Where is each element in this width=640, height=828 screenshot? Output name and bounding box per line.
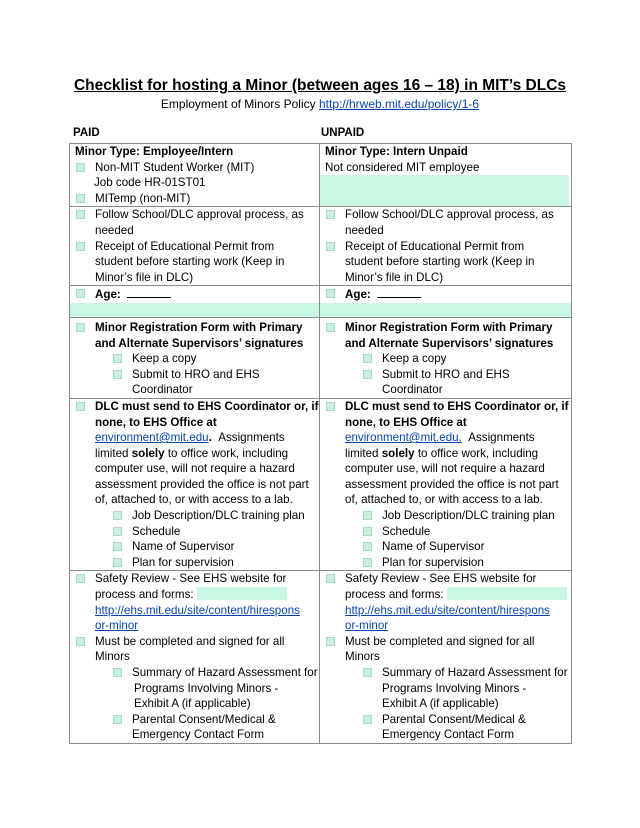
unpaid-dlc-cell: DLC must send to EHS Coordinator or, if none, to EHS Office at environment@mit.edu. Assignments limited solely to office work, including computer use, will not require a hazard assessment provided the office is not part of, attached to, or with access to a lab. Job Description/DLC training plan Schedule Name of Supervisor Plan for supervision (320, 398, 572, 571)
list-item[interactable]: Follow School/DLC approval process, as (320, 207, 571, 223)
unpaid-age-fill[interactable] (320, 303, 571, 317)
checkbox[interactable] (76, 242, 85, 251)
paid-approval-cell: Follow School/DLC approval process, as needed Receipt of Educational Permit from student before starting work (Keep in Minor’s file in DLC) (70, 207, 320, 286)
list-item[interactable]: DLC must send to EHS Coordinator or, if (70, 399, 319, 415)
paid-column-header: PAID (73, 127, 100, 139)
unpaid-fill-area[interactable] (320, 175, 569, 206)
safety-fill[interactable] (447, 587, 567, 600)
age-field[interactable] (127, 286, 171, 298)
checkbox[interactable] (113, 542, 122, 551)
list-item[interactable]: Plan for supervision (70, 555, 319, 571)
paid-safety-cell: Safety Review - See EHS website for process and forms: http://ehs.mit.edu/site/content/hirespons or-minor Must be completed and signed for all Minors Summary of Hazard Assessment for Programs Involving Minors - Exhibit A (if applicable) Parental Consent/Medical & Emergency Contact Form (70, 571, 320, 744)
list-item[interactable]: Minor Registration Form with Primary (320, 320, 571, 336)
policy-label: Employment of Minors Policy (160, 97, 319, 111)
checkbox[interactable] (76, 163, 85, 172)
list-item[interactable]: Parental Consent/Medical & (320, 712, 571, 728)
unpaid-minor-type: Minor Type: Intern Unpaid (325, 145, 468, 158)
checkbox[interactable] (363, 558, 372, 567)
unpaid-not-employee: Not considered MIT employee (325, 160, 480, 174)
list-item[interactable]: Follow School/DLC approval process, as (70, 207, 319, 223)
list-item[interactable]: Job Description/DLC training plan (70, 508, 319, 524)
list-item[interactable]: Minor Registration Form with Primary (70, 320, 319, 336)
checkbox[interactable] (326, 289, 335, 298)
checkbox[interactable] (76, 574, 85, 583)
checkbox[interactable] (326, 402, 335, 411)
checkbox[interactable] (363, 511, 372, 520)
list-item[interactable]: Name of Supervisor (70, 539, 319, 555)
unpaid-approval-cell: Follow School/DLC approval process, as needed Receipt of Educational Permit from student before starting work (Keep in Minor’s file in DLC) (320, 207, 572, 286)
checkbox[interactable] (363, 527, 372, 536)
page-title: Checklist for hosting a Minor (between ages 16 – 18) in MIT’s DLCs (73, 77, 567, 94)
email-link[interactable]: environment@mit.edu (95, 431, 209, 445)
list-item[interactable]: Submit to HRO and EHS (70, 367, 319, 383)
list-item[interactable]: Age: (70, 286, 319, 303)
list-item[interactable]: Age: (320, 286, 571, 303)
safety-fill[interactable] (197, 587, 287, 600)
checkbox[interactable] (76, 402, 85, 411)
checkbox[interactable] (363, 542, 372, 551)
table-row (70, 207, 572, 286)
checkbox[interactable] (113, 370, 122, 379)
table-row (70, 398, 572, 571)
checkbox[interactable] (113, 668, 122, 677)
checkbox[interactable] (363, 668, 372, 677)
list-item[interactable]: Must be completed and signed for all (70, 634, 319, 650)
paid-registration-cell: Minor Registration Form with Primary and Alternate Supervisors’ signatures Keep a copy Submit to HRO and EHS Coordinator (70, 317, 320, 398)
list-item[interactable]: Submit to HRO and EHS (320, 367, 571, 383)
age-label: Age (95, 288, 117, 302)
paid-dlc-cell: DLC must send to EHS Coordinator or, if none, to EHS Office at environment@mit.edu. Assignments limited solely to office work, including computer use, will not require a hazard assessment provided the office is not part of, attached to, or with access to a lab. Job Description/DLC training plan Schedule Name of Supervisor Plan for supervision (70, 398, 320, 571)
unpaid-safety-cell: Safety Review - See EHS website for process and forms: http://ehs.mit.edu/site/content/hirespons or-minor Must be completed and signed for all Minors Summary of Hazard Assessment for Programs Involving Minors - Exhibit A (if applicable) Parental Consent/Medical & Emergency Contact Form (320, 571, 572, 744)
table-row (70, 317, 572, 398)
checkbox[interactable] (326, 574, 335, 583)
ehs-link-cont[interactable]: or-minor (95, 619, 139, 633)
list-item[interactable]: Receipt of Educational Permit from (70, 239, 319, 255)
checkbox[interactable] (76, 323, 85, 332)
ehs-link[interactable]: http://ehs.mit.edu/site/content/hirespons (345, 603, 550, 617)
age-label: Age (345, 288, 367, 302)
list-item[interactable]: Plan for supervision (320, 555, 571, 571)
unpaid-column-header: UNPAID (321, 127, 365, 139)
list-item[interactable]: Keep a copy (70, 351, 319, 367)
paid-age-cell (70, 286, 320, 318)
ehs-link-cont[interactable]: or-minor (345, 619, 389, 633)
checkbox[interactable] (326, 637, 335, 646)
paid-minor-type: Minor Type: Employee/Intern (75, 145, 234, 158)
ehs-link[interactable]: http://ehs.mit.edu/site/content/hirespons (95, 603, 300, 617)
age-field[interactable] (377, 286, 421, 298)
checkbox[interactable] (113, 558, 122, 567)
list-item[interactable]: Job Description/DLC training plan (320, 508, 571, 524)
list-item[interactable]: Keep a copy (320, 351, 571, 367)
checkbox[interactable] (326, 210, 335, 219)
list-item[interactable]: Schedule (320, 524, 571, 540)
paid-age-fill[interactable] (70, 303, 319, 317)
checkbox[interactable] (363, 715, 372, 724)
checkbox[interactable] (76, 289, 85, 298)
list-item[interactable]: Name of Supervisor (320, 539, 571, 555)
list-item[interactable]: Non-MIT Student Worker (MIT) (70, 160, 319, 176)
checkbox[interactable] (113, 527, 122, 536)
unpaid-minor-type-cell (320, 144, 572, 207)
checklist-table (69, 143, 572, 744)
paid-minor-type-cell (70, 144, 320, 207)
list-item[interactable]: Summary of Hazard Assessment for (70, 665, 319, 681)
table-row (70, 286, 572, 318)
checkbox[interactable] (113, 511, 122, 520)
policy-subtitle (0, 97, 640, 111)
checkbox[interactable] (363, 370, 372, 379)
unpaid-registration-cell: Minor Registration Form with Primary and Alternate Supervisors’ signatures Keep a copy Submit to HRO and EHS Coordinator (320, 317, 572, 398)
list-item[interactable]: Must be completed and signed for all (320, 634, 571, 650)
job-code: Job code HR-01ST01 (94, 176, 206, 190)
checkbox[interactable] (113, 715, 122, 724)
list-item[interactable]: Summary of Hazard Assessment for (320, 665, 571, 681)
table-row (70, 571, 572, 744)
list-item[interactable]: Receipt of Educational Permit from (320, 239, 571, 255)
policy-link[interactable]: http://hrweb.mit.edu/policy/1-6 (318, 97, 480, 111)
checkbox[interactable] (76, 637, 85, 646)
checkbox[interactable] (326, 242, 335, 251)
checkbox[interactable] (76, 210, 85, 219)
list-item[interactable]: Safety Review - See EHS website for (320, 571, 571, 587)
checkbox[interactable] (326, 323, 335, 332)
checkbox[interactable] (113, 354, 122, 363)
list-item[interactable]: MITemp (non-MIT) (70, 191, 319, 207)
list-item[interactable]: Schedule (70, 524, 319, 540)
checkbox[interactable] (363, 354, 372, 363)
unpaid-age-cell (320, 286, 572, 318)
table-row (70, 144, 572, 207)
email-link[interactable]: environment@mit.edu. (345, 431, 462, 445)
checkbox[interactable] (76, 194, 85, 203)
list-item[interactable]: DLC must send to EHS Coordinator or, if (320, 399, 571, 415)
list-item[interactable]: Safety Review - See EHS website for (70, 571, 319, 587)
list-item[interactable]: Parental Consent/Medical & (70, 712, 319, 728)
